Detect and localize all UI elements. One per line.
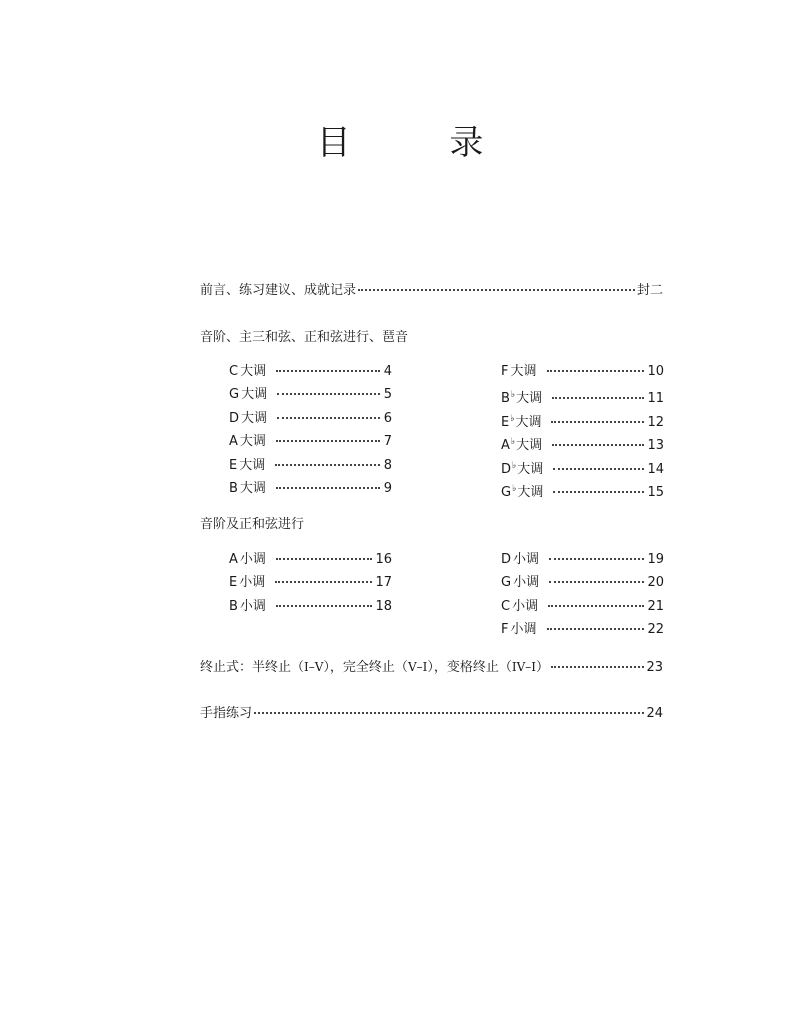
key-suffix: 大调 [517,461,544,477]
toc-entry-front-matter[interactable] [200,282,663,300]
toc-entry-page: 16 [375,552,392,567]
toc-entry-page: 23 [646,660,663,675]
toc-entry-page: 24 [646,706,663,721]
toc-entry-label [229,598,266,616]
key-letter: G [229,387,240,403]
toc-entry-page: 18 [375,598,392,614]
toc-entry-label [501,386,542,408]
toc-entry-key[interactable] [501,598,664,616]
flat-sign: ♭ [512,460,517,471]
toc-entry-label [501,551,539,569]
key-letter: D [501,552,512,567]
toc-entry-page: 7 [383,434,392,450]
key-suffix: 大调 [240,364,267,379]
dot-leader [551,656,644,668]
flat-sign: ♭ [510,437,516,448]
toc-entry-page: 21 [647,598,664,614]
dot-leader [553,481,644,493]
toc-entry-key[interactable] [229,551,392,569]
key-suffix: 大调 [516,438,543,454]
toc-entry-label [200,658,549,677]
toc-entry-page: 6 [383,410,392,426]
dot-leader [553,458,644,470]
key-suffix: 大调 [515,414,542,430]
toc-entry-label [501,457,543,479]
toc-entry-label [501,598,538,616]
toc-entry-page: 11 [647,391,664,407]
cadence-label-a: 终止式：半终止（ [200,660,305,675]
dot-leader [548,595,644,607]
key-letter: E [229,457,238,473]
toc-entry-key[interactable] [501,551,664,569]
dot-leader [552,387,644,399]
toc-entry-label [501,433,542,455]
page-title: 目 录 [316,123,528,163]
flat-sign: ♭ [512,484,517,494]
key-suffix: 小调 [239,575,266,591]
section-heading-major-scales: 音阶、主三和弦、正和弦进行、琶音 [200,330,409,345]
key-suffix: 大调 [516,391,543,407]
toc-entry-label [229,480,266,498]
key-suffix: 大调 [241,410,268,426]
toc-entry-label [229,363,266,381]
dot-leader [276,595,372,607]
cadence-roman-plagal: IV–I [511,660,537,674]
key-suffix: 大调 [239,457,266,473]
dot-leader [552,434,644,446]
flat-sign: ♭ [510,390,516,401]
toc-entry-label [229,551,266,569]
key-letter: G [501,485,512,500]
key-letter: C [501,598,511,614]
toc-entry-key[interactable] [229,410,392,428]
key-letter: A [229,434,238,450]
key-letter: E [501,414,510,430]
toc-entry-page: 20 [647,575,664,591]
toc-entry-key[interactable] [229,386,392,404]
key-suffix: 大调 [510,364,537,379]
key-letter: A [229,552,238,567]
toc-entry-key[interactable] [229,574,392,592]
toc-entry-label [229,433,266,451]
toc-entry-page: 22 [647,622,664,638]
dot-leader [358,279,635,291]
key-suffix: 小调 [513,552,540,567]
section-heading-minor-scales: 音阶及正和弦进行 [200,517,305,532]
toc-entry-label: 前言、练习建议、成就记录 [200,283,357,298]
key-letter: D [501,461,512,477]
dot-leader [551,411,644,423]
toc-entry-key[interactable] [229,363,392,381]
key-suffix: 小调 [239,598,266,614]
dot-leader [276,548,372,560]
toc-entry-label [229,457,265,475]
toc-entry-page: 12 [647,414,664,430]
key-letter: G [501,575,512,591]
toc-entry-page: 9 [383,481,392,496]
dot-leader [275,454,380,466]
toc-entry-label: 手指练习 [200,706,253,721]
toc-entry-key[interactable] [229,598,392,616]
key-letter: D [229,410,240,426]
toc-entry-key[interactable] [229,457,392,475]
toc-entry-label [229,574,265,592]
toc-entry-key[interactable] [501,574,664,592]
toc-entry-page: 8 [383,457,392,473]
cadence-roman-perfect: V–I [407,660,428,674]
cadence-label-c: ），变格终止（ [427,660,512,675]
key-suffix: 大调 [241,387,268,403]
toc-entry-label [501,410,541,432]
toc-entry-label [501,480,543,502]
toc-entry-page: 4 [383,364,392,379]
key-letter: B [229,598,238,614]
dot-leader [254,702,644,714]
dot-leader [549,571,644,583]
dot-leader [549,548,644,560]
key-letter: F [501,622,509,638]
toc-entry-page: 17 [375,575,392,591]
key-letter: B [501,391,510,407]
toc-entry-page: 14 [647,461,664,477]
dot-leader [275,571,372,583]
dot-leader [276,477,380,489]
toc-entry-key[interactable] [229,433,392,451]
toc-entry-finger-exercises[interactable] [200,705,663,723]
key-suffix: 小调 [513,575,540,591]
key-suffix: 小调 [239,552,266,567]
flat-sign: ♭ [510,413,515,424]
toc-entry-key[interactable] [501,363,664,381]
dot-leader [276,360,380,372]
key-suffix: 大调 [239,481,266,496]
toc-entry-label [229,410,267,428]
toc-entry-label [501,363,537,381]
toc-entry-label [501,574,539,592]
toc-entry-label [229,386,267,404]
key-letter: C [229,364,239,379]
toc-entry-key[interactable] [501,457,664,479]
toc-entry-key[interactable] [501,410,664,432]
dot-leader [547,618,645,630]
dot-leader [547,360,645,372]
dot-leader [277,383,380,395]
key-letter: E [229,575,238,591]
toc-entry-key[interactable] [501,480,664,502]
key-letter: A [501,438,510,454]
key-suffix: 小调 [510,622,537,638]
toc-entry-page: 13 [647,438,664,454]
toc-entry-page: 15 [647,485,664,500]
key-letter: B [229,481,238,496]
cadence-label-b: ），完全终止（ [323,660,408,675]
toc-entry-cadences[interactable] [200,658,663,677]
toc-entry-page: 10 [647,364,664,379]
cadence-roman-half: I–V [304,660,324,674]
toc-entry-key[interactable] [229,480,392,498]
toc-entry-key[interactable] [501,621,664,639]
cadence-label-d: ） [536,660,550,675]
dot-leader [277,407,380,419]
toc-entry-page: 19 [647,552,664,567]
toc-entry-page: 封二 [636,283,663,298]
key-suffix: 小调 [512,598,539,614]
toc-entry-label [501,621,537,639]
key-suffix: 大调 [517,485,544,500]
toc-entry-key[interactable] [501,433,664,455]
key-letter: F [501,364,509,379]
toc-entry-key[interactable] [501,386,664,408]
toc-entry-page: 5 [383,387,392,403]
key-suffix: 大调 [239,434,266,450]
dot-leader [276,430,380,442]
